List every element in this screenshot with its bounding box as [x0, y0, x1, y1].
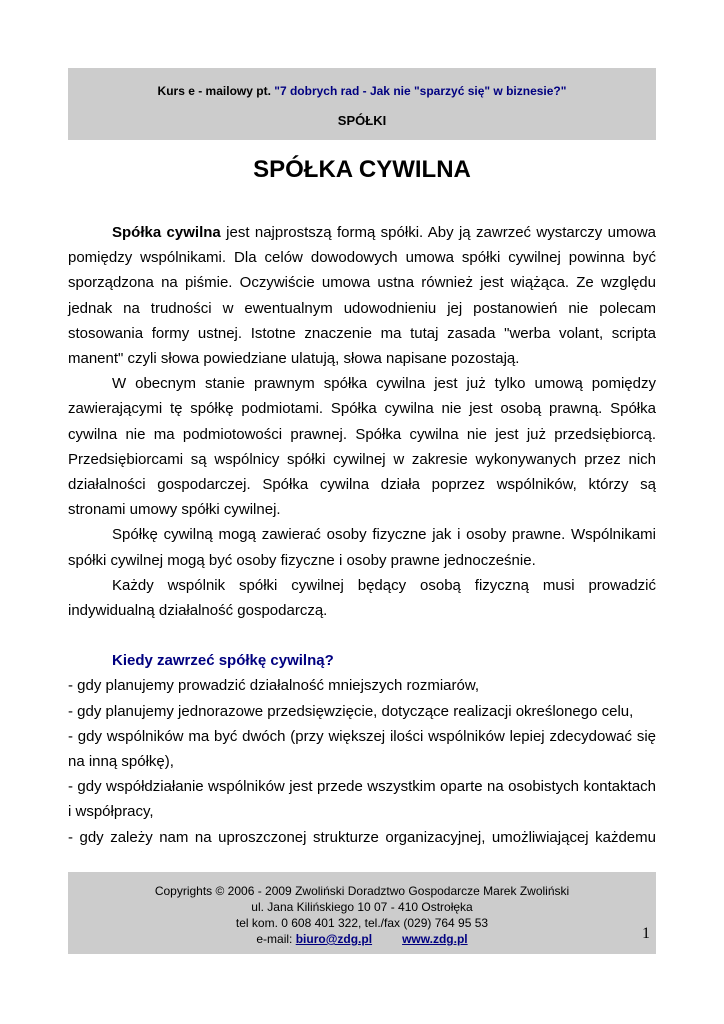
course-prefix: Kurs e - mailowy pt.: [157, 84, 275, 98]
section-heading: Kiedy zawrzeć spółkę cywilną?: [112, 652, 334, 670]
list-item: - gdy planujemy prowadzić działalność mniejszych rozmiarów,: [68, 677, 479, 695]
email-label: e-mail:: [256, 932, 296, 946]
list-item: - gdy współdziałanie wspólników jest przede wszystkim oparte na osobistych kontaktach i współpracy,: [68, 778, 656, 821]
copyright: Copyrights © 2006 - 2009 Zwoliński Doradztwo Gospodarcze Marek Zwoliński: [154, 884, 570, 898]
paragraph: W obecnym stanie prawnym spółka cywilna jest już tylko umową pomiędzy zawierającymi tę spółkę podmiotami. Spółka cywilna nie jest osobą prawną. Spółka cywilna nie ma podmiotowości prawnej. Spółka cywilna nie jest już przedsiębiorcą. Przedsiębiorcami są wspólnicy spółki cywilnej w zakresie wykonywanych przez nich działalności gospodarczej. Spółka cywilna działa poprzez wspólników, którzy są stronami umowy spółki cywilnej.: [68, 375, 656, 519]
website-link[interactable]: www.zdg.pl: [402, 932, 468, 946]
document-body: [68, 220, 656, 850]
paragraph-text: jest najprostszą formą spółki. Aby ją zawrzeć wystarczy umowa pomiędzy wspólnikami. Dla celów dowodowych umowa spółki cywilnej powinna być sporządzona na piśmie. Oczywiście umowa ustna również jest wiążąca. Ze względu jednak na trudności w ewentualnym udowodnieniu jej postanowień nie polecam stosowania formy ustnej. Istotne znaczenie ma tutaj zasada "werba volant, scripta manent" czyli słowa powiedziane ulatują, słowa napisane pozostają.: [68, 224, 656, 368]
contact-line: [68, 931, 656, 947]
page-header: [68, 68, 656, 140]
phone: tel kom. 0 608 401 322, tel./fax (029) 764 95 53: [235, 916, 489, 930]
page-number: 1: [642, 925, 650, 942]
bold-term: Spółka cywilna: [112, 224, 221, 241]
list-item: - gdy wspólników ma być dwóch (przy większej ilości wspólników lepiej zdecydować się na inną spółkę),: [68, 727, 656, 771]
list-item: - gdy planujemy jednorazowe przedsięwzięcie, dotyczące realizacji określonego celu,: [68, 702, 634, 720]
address: ul. Jana Kilińskiego 10 07 - 410 Ostrołęka: [251, 900, 473, 914]
list-item: - gdy zależy nam na uproszczonej strukturze organizacyjnej, umożliwiającej każdemu: [68, 828, 656, 846]
email-link[interactable]: biuro@zdg.pl: [295, 932, 373, 946]
course-line: [68, 84, 656, 98]
paragraph: Każdy wspólnik spółki cywilnej będący osobą fizyczną musi prowadzić indywidualną działalność gospodarczą.: [68, 576, 656, 620]
course-title: "7 dobrych rad - Jak nie "sparzyć się" w biznesie?": [274, 84, 567, 98]
paragraph: [68, 220, 656, 371]
page-footer: [68, 872, 656, 954]
section-title: SPÓŁKI: [337, 113, 387, 128]
page-title: SPÓŁKA CYWILNA: [253, 156, 471, 183]
paragraph: Spółkę cywilną mogą zawierać osoby fizyczne jak i osoby prawne. Wspólnikami spółki cywilnej mogą być osoby fizyczne i osoby prawne jednocześnie.: [68, 526, 656, 569]
